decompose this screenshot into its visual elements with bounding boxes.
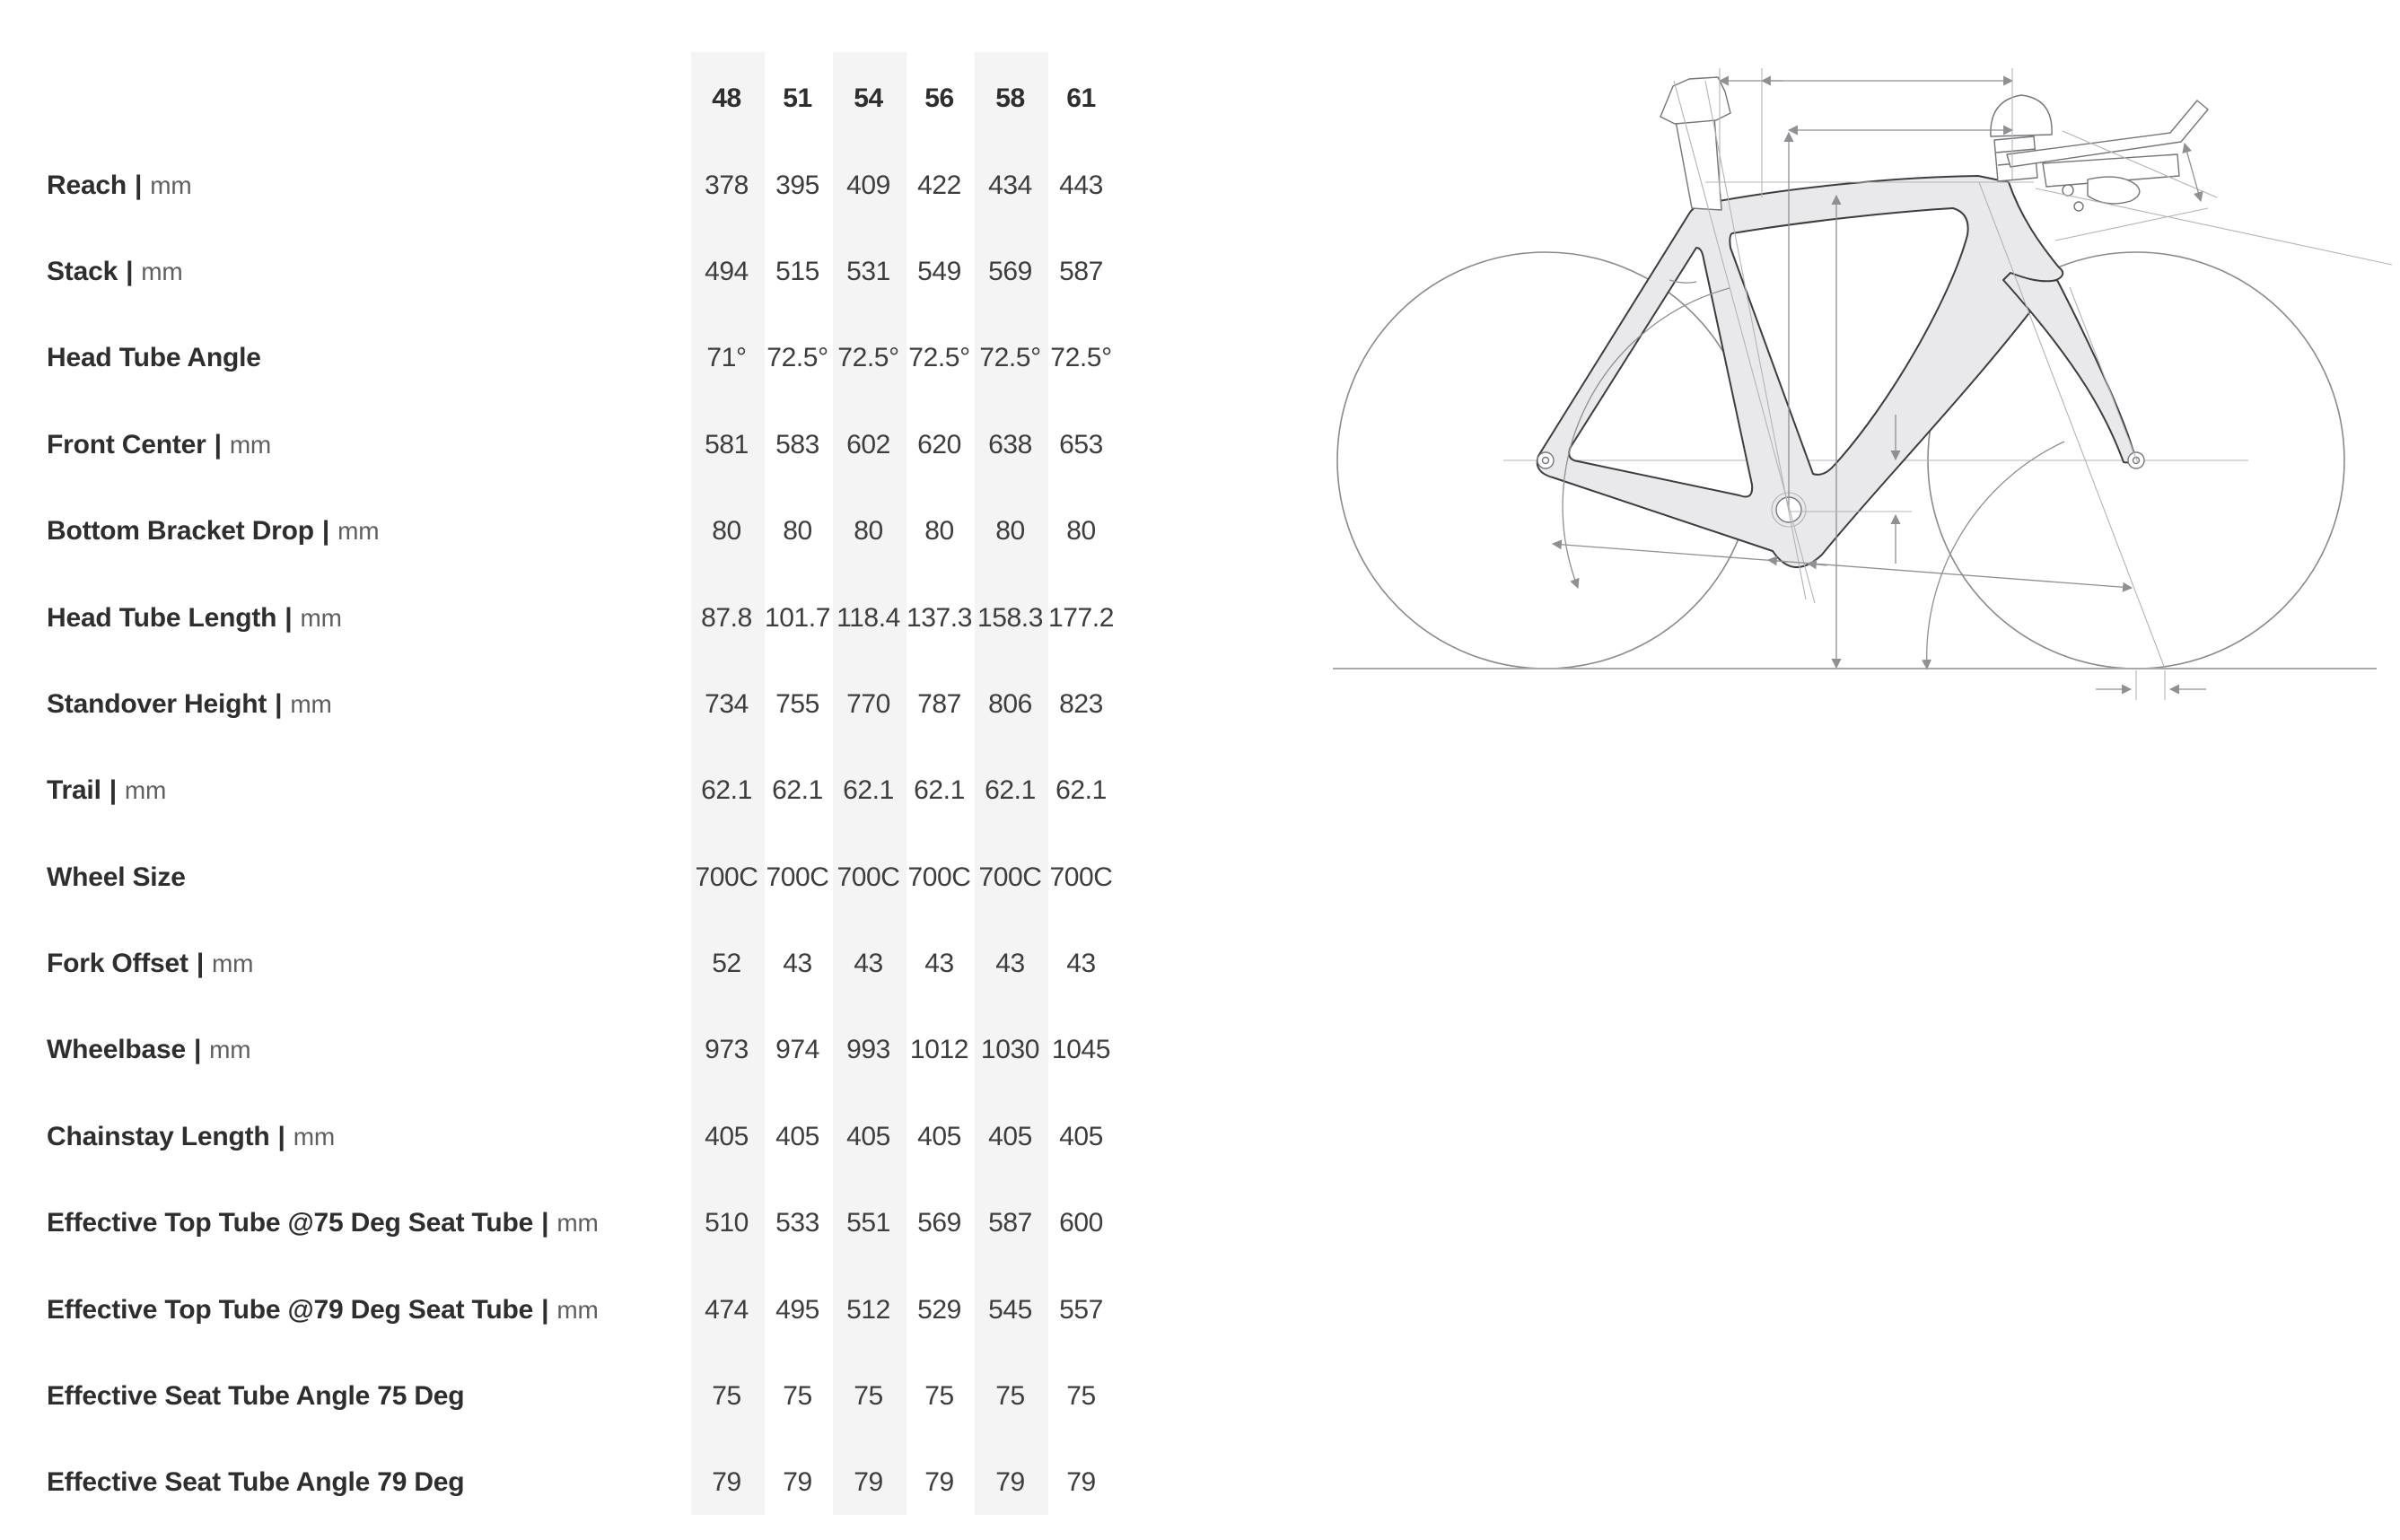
row-label: [0, 1208, 691, 1238]
geo-value-cell: 700C: [766, 862, 829, 892]
row-label-separator: |: [277, 1121, 285, 1151]
geo-value-cell: 474: [705, 1294, 749, 1325]
geo-value-cell: 75: [995, 1381, 1025, 1412]
geo-value-cell: 79: [995, 1467, 1025, 1498]
geo-value-cell: 405: [917, 1121, 961, 1151]
geo-value-cell: 71°: [706, 343, 747, 373]
geo-value-cell: 602: [846, 429, 890, 459]
geo-value-cell: 395: [775, 170, 819, 200]
geo-value-cell: 118.4: [836, 602, 900, 633]
geo-value-cell: 700C: [1049, 862, 1113, 892]
row-label-name: Front Center: [47, 429, 206, 459]
row-label-unit: mm: [229, 430, 272, 459]
table-row: [0, 748, 1283, 834]
row-label-name: Head Tube Angle: [47, 343, 261, 373]
table-row: [0, 661, 1283, 748]
table-row: [0, 574, 1283, 661]
geo-value-cell: 409: [846, 170, 890, 200]
geo-value-cell: 52: [712, 949, 741, 979]
seat-angle-arc: [1563, 288, 1730, 588]
row-label-separator: |: [109, 775, 117, 806]
row-label: [0, 1295, 691, 1326]
geo-value-cell: 75: [1066, 1381, 1096, 1412]
row-label-unit: mm: [290, 689, 332, 718]
geo-value-cell: 80: [854, 516, 883, 547]
row-label: [0, 171, 691, 201]
row-label-name: Standover Height: [47, 688, 267, 719]
geo-value-cell: 1045: [1051, 1035, 1111, 1065]
geo-value-cell: 700C: [907, 862, 971, 892]
geo-value-cell: 43: [783, 949, 812, 979]
row-label-unit: mm: [556, 1209, 599, 1238]
row-label-name: Wheel Size: [47, 862, 186, 892]
geo-value-cell: 993: [846, 1035, 890, 1065]
row-label-name: Effective Top Tube @79 Deg Seat Tube: [47, 1294, 534, 1325]
row-label: [0, 430, 691, 460]
geo-value-cell: 101.7: [764, 602, 831, 633]
pad-witness: [2055, 208, 2208, 241]
geo-value-cell: 43: [924, 949, 954, 979]
geo-value-cell: 72.5°: [908, 343, 970, 373]
geo-value-cell: 494: [705, 256, 749, 286]
geo-value-cell: 378: [705, 170, 749, 200]
geo-value-cell: 72.5°: [1050, 343, 1112, 373]
geo-value-cell: 62.1: [1055, 775, 1107, 806]
geo-value-cell: 177.2: [1047, 602, 1115, 633]
row-label: [0, 1467, 691, 1498]
geo-value-cell: 72.5°: [979, 343, 1041, 373]
row-label: [0, 603, 691, 634]
row-label-separator: |: [196, 949, 205, 979]
geo-value-cell: 405: [988, 1121, 1032, 1151]
geo-value-cell: 512: [846, 1294, 890, 1325]
geo-value-cell: 581: [705, 429, 749, 459]
geo-value-cell: 823: [1059, 688, 1103, 719]
geo-value-cell: 755: [775, 688, 819, 719]
geo-value-cell: 80: [783, 516, 812, 547]
geo-value-cell: 62.1: [985, 775, 1036, 806]
geo-value-cell: 62.1: [701, 775, 752, 806]
row-label: [0, 689, 691, 720]
table-row: [0, 229, 1283, 315]
head-angle-arc: [1927, 442, 2064, 669]
row-label-unit: mm: [556, 1295, 599, 1324]
geo-value-cell: 80: [995, 516, 1025, 547]
geo-value-cell: 700C: [836, 862, 900, 892]
geo-value-cell: 43: [1066, 949, 1096, 979]
geo-value-cell: 405: [846, 1121, 890, 1151]
wheelbase-dimension: [1553, 544, 2132, 588]
table-row: [0, 1266, 1283, 1352]
geo-value-cell: 87.8: [701, 602, 752, 633]
geo-value-cell: 974: [775, 1035, 819, 1065]
table-row: [0, 1094, 1283, 1180]
geo-value-cell: 62.1: [772, 775, 823, 806]
geo-value-cell: 79: [854, 1467, 883, 1498]
geo-value-cell: 75: [854, 1381, 883, 1412]
geo-value-cell: 510: [705, 1208, 749, 1238]
basebar-line: [2036, 188, 2392, 265]
row-label-unit: mm: [124, 776, 167, 805]
geo-value-cell: 700C: [978, 862, 1042, 892]
geo-value-cell: 72.5°: [837, 343, 899, 373]
geo-value-cell: 734: [705, 688, 749, 719]
row-label-name: Wheelbase: [47, 1035, 186, 1065]
row-label-name: Stack: [47, 256, 118, 286]
geo-value-cell: 531: [846, 256, 890, 286]
row-label-separator: |: [321, 516, 330, 547]
table-row: [0, 1439, 1283, 1526]
geo-value-cell: 62.1: [843, 775, 894, 806]
row-label: [0, 1035, 691, 1065]
geo-value-cell: 973: [705, 1035, 749, 1065]
geo-value-cell: 653: [1059, 429, 1103, 459]
row-label: [0, 775, 691, 806]
geo-value-cell: 533: [775, 1208, 819, 1238]
row-label-separator: |: [541, 1294, 549, 1325]
geo-value-cell: 529: [917, 1294, 961, 1325]
geo-value-cell: 443: [1059, 170, 1103, 200]
geo-value-cell: 569: [917, 1208, 961, 1238]
row-label-separator: |: [193, 1035, 202, 1065]
geo-value-cell: 405: [705, 1121, 749, 1151]
size-col-header: 48: [712, 83, 741, 114]
row-label-name: Chainstay Length: [47, 1121, 270, 1151]
geo-value-cell: 79: [783, 1467, 812, 1498]
geo-value-cell: 62.1: [914, 775, 965, 806]
size-col-header: 56: [924, 83, 954, 114]
fork: [2003, 273, 2134, 462]
geo-value-cell: 43: [995, 949, 1025, 979]
geo-value-cell: 495: [775, 1294, 819, 1325]
shifter: [2074, 202, 2083, 211]
size-col-header: 61: [1066, 83, 1096, 114]
row-label-name: Effective Seat Tube Angle 75 Deg: [47, 1381, 465, 1412]
geo-value-cell: 434: [988, 170, 1032, 200]
geo-value-cell: 75: [783, 1381, 812, 1412]
geo-value-cell: 137.3: [906, 602, 973, 633]
geo-value-cell: 770: [846, 688, 890, 719]
geo-value-cell: 75: [924, 1381, 954, 1412]
geo-value-cell: 557: [1059, 1294, 1103, 1325]
geo-value-cell: 80: [924, 516, 954, 547]
geo-value-cell: 79: [924, 1467, 954, 1498]
size-col-header: 58: [995, 83, 1025, 114]
geo-value-cell: 515: [775, 256, 819, 286]
geometry-rows: [0, 56, 1283, 1527]
table-row: [0, 488, 1283, 574]
geo-value-cell: 587: [988, 1208, 1032, 1238]
row-label-name: Head Tube Length: [47, 602, 277, 633]
row-label-unit: mm: [150, 171, 192, 199]
row-label: [0, 257, 691, 287]
geo-value-cell: 638: [988, 429, 1032, 459]
geo-value-cell: 1030: [980, 1035, 1040, 1065]
row-label-unit: mm: [337, 517, 380, 546]
row-label-name: Effective Seat Tube Angle 79 Deg: [47, 1467, 465, 1498]
row-label-unit: mm: [293, 1122, 335, 1151]
table-row: [0, 142, 1283, 228]
aerobars: [1991, 95, 2208, 211]
row-label-separator: |: [275, 688, 283, 719]
row-label-separator: |: [541, 1208, 549, 1238]
geo-value-cell: 158.3: [977, 602, 1044, 633]
row-label: [0, 343, 691, 373]
table-row: [0, 1353, 1283, 1439]
front-dropout: [2128, 452, 2144, 468]
size-col-header: 54: [854, 83, 883, 114]
row-label-name: Effective Top Tube @75 Deg Seat Tube: [47, 1208, 534, 1238]
table-row: [0, 1007, 1283, 1093]
geo-value-cell: 1012: [909, 1035, 969, 1065]
row-label-name: Trail: [47, 775, 101, 806]
geo-value-cell: 806: [988, 688, 1032, 719]
geo-value-cell: 551: [846, 1208, 890, 1238]
geo-value-cell: 80: [1066, 516, 1096, 547]
geo-value-cell: 75: [712, 1381, 741, 1412]
table-row: [0, 921, 1283, 1007]
table-row: [0, 402, 1283, 488]
row-label: [0, 949, 691, 979]
bike-geometry-diagram: [1283, 0, 2400, 772]
geo-value-cell: 583: [775, 429, 819, 459]
geo-value-cell: 787: [917, 688, 961, 719]
geo-value-cell: 569: [988, 256, 1032, 286]
geo-value-cell: 72.5°: [766, 343, 828, 373]
geo-value-cell: 587: [1059, 256, 1103, 286]
size-col-header: 51: [783, 83, 812, 114]
row-label-unit: mm: [209, 1036, 251, 1064]
row-label-separator: |: [135, 170, 143, 200]
row-label-name: Reach: [47, 170, 127, 200]
rear-dropout: [1537, 452, 1554, 468]
brake-lever: [2088, 177, 2140, 204]
geo-value-cell: 545: [988, 1294, 1032, 1325]
geo-value-cell: 405: [775, 1121, 819, 1151]
row-label: [0, 1122, 691, 1152]
frame: [1537, 176, 2144, 567]
row-label: [0, 862, 691, 893]
row-label-unit: mm: [212, 949, 254, 978]
row-label-separator: |: [214, 429, 222, 459]
shifter: [2063, 185, 2073, 196]
row-label-separator: |: [285, 602, 293, 633]
geo-value-cell: 43: [854, 949, 883, 979]
row-label-name: Fork Offset: [47, 949, 188, 979]
geo-value-cell: 600: [1059, 1208, 1103, 1238]
dimension-lines: [1553, 68, 2392, 700]
row-label-unit: mm: [141, 257, 183, 285]
table-row: [0, 1180, 1283, 1266]
row-label-unit: mm: [300, 603, 342, 632]
geo-value-cell: 549: [917, 256, 961, 286]
table-header-row: [0, 56, 1283, 142]
table-row: [0, 315, 1283, 401]
geo-value-cell: 80: [712, 516, 741, 547]
geo-value-cell: 620: [917, 429, 961, 459]
geo-value-cell: 700C: [695, 862, 758, 892]
pad-stack-dimension: [2185, 144, 2201, 201]
geo-value-cell: 79: [712, 1467, 741, 1498]
row-label-name: Bottom Bracket Drop: [47, 516, 314, 547]
row-label-separator: |: [126, 256, 134, 286]
table-row: [0, 835, 1283, 921]
geo-value-cell: 79: [1066, 1467, 1096, 1498]
row-label: [0, 1381, 691, 1412]
geo-value-cell: 422: [917, 170, 961, 200]
row-label: [0, 516, 691, 547]
geo-value-cell: 405: [1059, 1121, 1103, 1151]
steering-axis: [1979, 182, 2165, 669]
